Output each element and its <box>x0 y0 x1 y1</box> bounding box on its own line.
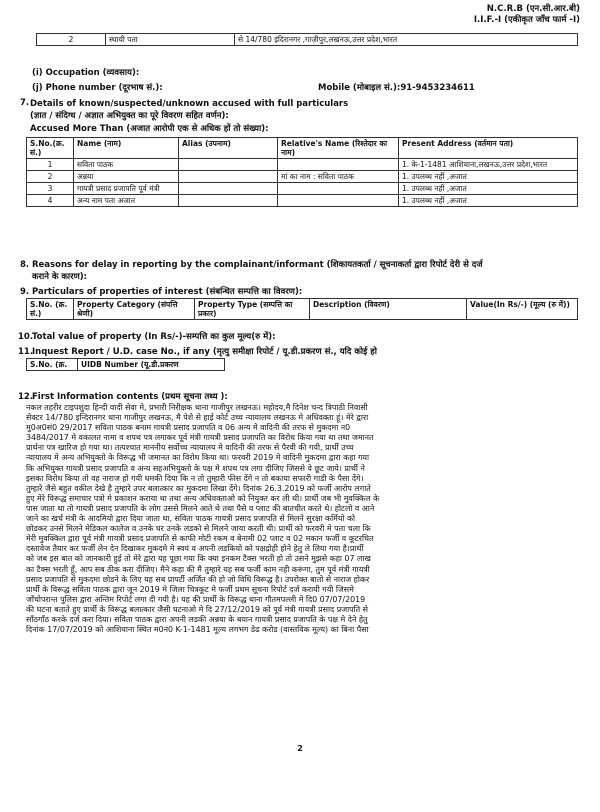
fir-line: छोडकर उनसे मिलने मेडिकल कालेज व उनके घर उनके लडको से मिलने जाया करती थी। प्रार्थी को फरवरी मे पता चला कि <box>26 524 371 534</box>
section-10-num: 10. <box>18 332 34 342</box>
fir-line: मु0अ0सं0 29/2017 सविता पाठक बनाम गायत्री प्रसाद प्रजापति व 06 अन्य मे वादिनी की तरफ से मुकदमा न0 <box>26 423 351 433</box>
section-11-num: 11. <box>18 347 34 357</box>
accused-table <box>26 137 578 207</box>
section-8-line2: कराने के कारण): <box>32 272 88 282</box>
section-9-num: 9. <box>20 287 30 297</box>
fir-contents <box>26 403 582 635</box>
section-10-text: Total value of property (In Rs/-)-सम्पत्ति का कुल मूल्य(रु में): <box>32 332 276 342</box>
page-number: 2 <box>297 744 303 753</box>
table-header-row <box>27 299 578 320</box>
fir-line: जाने का खर्च मंत्री के आदमियो द्वारा दिया जाता था, सविता पाठक गायत्री प्रसाद प्रजापति से मिलने सुरक्षा कर्मियो को <box>26 514 356 524</box>
table-row <box>27 183 578 195</box>
col-uidb: UIDB Number (यू.डी.प्रकरण <box>78 359 225 371</box>
address-num: 2 <box>37 34 106 46</box>
row-relative <box>278 195 399 207</box>
fir-line: हुए मेरे विरूद्ध समाचार पत्रो मे प्रकाशन कराया था तथा अन्य अधिवक्ताओ को नियुक्त कर ली थी। प्रार्थी जब भी मुवक्किल के <box>26 493 380 503</box>
inquest-table <box>26 358 225 371</box>
row-sno: 4 <box>27 195 74 207</box>
section-7-num: 7. <box>20 98 30 108</box>
row-alias <box>179 159 278 171</box>
col-category: Property Category (संपत्ति श्रेणी) <box>74 299 195 320</box>
address-value: से 14/780 इंदिरानगर ,गाज़ीपुर,लखनऊ,उत्तर प्रदेश,भारत <box>235 34 578 46</box>
fir-line: नकल तहरीर टाइपशुदा हिन्दी वादी सेवा मे, प्रभारी निरीक्षक थाना गाजीपुर लखनऊ। महोदय,मै दिनेश चन्द त्रिपाठी निवासी <box>26 403 368 412</box>
section-8-num: 8. <box>20 260 30 270</box>
address-table <box>36 33 578 46</box>
table-row <box>27 159 578 171</box>
fir-line: कि अभियुक्त गायत्री प्रसाद प्रजापति व अन्य सहअभियुक्तो के पक्ष मे शपथ पत्र लगा दीजिए जिससे वे छूट जाये। प्रार्थी ने <box>26 463 365 473</box>
fir-line: दिनांक 17/07/2019 को आशियाना स्थित म0नं0 K-1-1481 मूल्य लगभग डेढ करोड (वास्तविक मूल्य) का बिना पैसा <box>26 625 369 635</box>
table-row <box>27 195 578 207</box>
mobile-number: Mobile (मोबाइल सं.):91-9453234611 <box>318 83 475 93</box>
occupation-label: (i) Occupation (व्यवसाय): <box>32 68 140 78</box>
row-address: 1. उपलब्ध नहीं ,अजात <box>399 183 578 195</box>
row-alias <box>179 195 278 207</box>
row-address: 1. उपलब्ध नहीं ,अजात <box>399 171 578 183</box>
row-name: अन्य नाम पता अजात <box>74 195 179 207</box>
fir-line: मेरी मुवक्किल द्वारा पूर्व मंत्री गायत्री प्रसाद प्रजापति से काफी मोटी रकम व बेनामी 02 प्लाट व 02 मकान फर्जी व कूटरचित <box>26 534 374 544</box>
col-description: Description (विवरण) <box>310 299 467 320</box>
accused-more-than: Accused More Than (अजात आरोपी एक से अधिक हों तो संख्या): <box>30 124 269 134</box>
address-type: स्थायी पता <box>106 34 235 46</box>
col-value: Value(In Rs/-) (मूल्य (रु में)) <box>467 299 578 320</box>
fir-line: की घटना बताते हुए प्रार्थी के विरूद्ध बलात्कार जैसी घटनाओ मे दि 27/12/2019 को पूर्व मंत्री गायत्री प्रसाद प्रजापति से <box>26 604 368 614</box>
fir-line: न्यायालय मे अन्य अभियुक्तो के विरूद्ध भी जमानत का विरोध किया था। फरवरी 2019 मे वादिनी मुकदमा द्वारा कहा गया <box>26 453 370 463</box>
row-name: अन्नया <box>74 171 179 183</box>
fir-line: पास जाता था तो गायत्री प्रसाद प्रजापति के लोग उससे मिलने आते थे तथा पैसे व प्लाट की बातचीत करते थे। होटलो व आने <box>26 503 375 513</box>
phone-label: (j) Phone number (दूरभाष सं.): <box>32 83 163 93</box>
table-header-row <box>27 359 225 371</box>
section-9-title: Particulars of properties of interest (संबन्धित सम्पत्ति का विवरण): <box>32 287 303 297</box>
fir-line: तुम्हारे जैसे बहुत वकील देखे है तुम्हारे उपर बलात्कार का मुकदमा लिखा देंगे। दिनांक 26.3.2019 को फर्जी आरोप लगाते <box>26 483 371 493</box>
header-ncrb: N.C.R.B (एन.सी.आर.बी) <box>486 4 580 14</box>
fir-line: का टैक्स भरती हूँ, आप सब ठीक करा दीजिए। मैने कहा की मै तुम्हारे यह सब फर्जी काम नही करूंगा, तुम पूर्व मंत्री गायत्री <box>26 564 370 574</box>
col-address: Present Address (वर्तमान पता) <box>399 138 578 159</box>
row-name: गायत्री प्रसाद प्रजापति पूर्व मंत्री <box>74 183 179 195</box>
property-table <box>26 298 578 320</box>
row-sno: 1 <box>27 159 74 171</box>
fir-line: प्रार्थना पत्र खारिज हो गया था। तत्पश्चात माननीय सर्वोच्च न्यायालय मे वादिनी की तरफ से पैरवी की गयी, प्रार्थी उच्च <box>26 443 354 453</box>
col-alias: Alias (उपनाम) <box>179 138 278 159</box>
row-alias <box>179 183 278 195</box>
row-alias <box>179 171 278 183</box>
section-8-line1: Reasons for delay in reporting by the complainant/informant (शिकायतकर्ता / सूचनाकर्ता द्वारा रिपोर्ट देरी से दर्ज <box>32 260 483 270</box>
section-12-num: 12. <box>18 392 34 402</box>
fir-line: प्रार्थी के विरूद्ध सविता पाठक द्वारा जून 2019 मे जिला चित्रकूट मे फर्जी प्रथम सूचना रिपोर्ट दर्ज करायी गयी जिसमे <box>26 584 354 594</box>
col-sno: S.No. (क्र. <box>27 359 78 371</box>
row-relative: मां का नाम : सविता पाठक <box>278 171 399 183</box>
col-type: Property Type (सम्पत्ति का प्रकार) <box>195 299 310 320</box>
fir-line: साँठगाँठ करके दर्ज करा दिया। सविता पाठक द्वारा अपनी लडकी अन्नया के बयान गायत्री प्रसाद प्रजापति के पक्ष मे देने हेतु <box>26 614 368 624</box>
section-7-subtitle: (ज्ञात / संदिग्ध / अज्ञात अभियुक्त का पूरे विवरण सहित वर्णन): <box>30 111 229 121</box>
section-11-text: Inquest Report / U.D. case No., if any (मृत्यु समीक्षा रिपोर्ट / यू.डी.प्रकरण सं., यदि कोई हो <box>32 347 377 357</box>
row-address: 1. उपलब्ध नहीं ,अजात <box>399 195 578 207</box>
fir-line: प्रसाद प्रजापति से मुकदमा छोडने के लिए यह सब प्रापर्टी अर्जित की हो जो विधि विरूद्ध है। उपरोक्त बातो से नाराज होकर <box>26 574 370 584</box>
fir-line: इसका विरोध किया तो वह नाराज हो गयी धमकी दिया कि न तो तुम्हारी फीस देंगे न तो बकाया सफारी गाडी के पैसा देंगे। <box>26 473 364 483</box>
fir-line: सेक्टर 14/780 इन्दिरानगर थाना गाजीपुर लखनऊ, मै पेशे से हाई कोर्ट उच्च न्यायालय लखनऊ मे अधिवक्ता हूं। मेरे द्वारा <box>26 413 369 423</box>
row-relative <box>278 159 399 171</box>
row-name: सविता पाठक <box>74 159 179 171</box>
fir-line: को जब इस बात को जानकारी हुई तो मेरे द्वारा यह पूछा गया कि क्या इनकम टैक्स भरती हो तो उसने मुझसे कहा 07 लाख <box>26 554 371 564</box>
col-sno: S.No. (क्र. सं.) <box>27 299 74 320</box>
section-12-title: First Information contents (प्रथम सूचना तथ्य ): <box>32 392 228 402</box>
col-name: Name (नाम) <box>74 138 179 159</box>
col-relative: Relative's Name (रिश्तेदार का नाम) <box>278 138 399 159</box>
row-sno: 2 <box>27 171 74 183</box>
form-header <box>474 4 580 26</box>
table-header-row <box>27 138 578 159</box>
row-sno: 3 <box>27 183 74 195</box>
table-row <box>37 34 578 46</box>
header-iif: I.I.F.-I (एकीकृत जाँच फार्म -I) <box>473 15 580 25</box>
fir-line: 3484/2017 मे वकालत नामा व शपथ पत्र लगाकर पूर्व मंत्री गायत्री प्रसाद प्रजापति का विरोध किया गया था तथा जमानत <box>26 433 374 443</box>
col-sno: S.No.(क्र. सं.) <box>27 138 74 159</box>
fir-line: जाँचोपरान्त पुलिस द्वारा अन्तिम रिपोर्ट लगा दी गयी है। यह की प्रार्थी के विरूद्ध थाना गौतमपल्ली मे दि0 07/07/2019 <box>26 594 366 604</box>
row-address: 1. के-1-1481 आशियाना,लखनऊ,उत्तर प्रदेश,भारत <box>399 159 578 171</box>
section-7-title: Details of known/suspected/unknown accused with full particulars <box>30 99 349 109</box>
row-relative <box>278 183 399 195</box>
fir-line: दस्तावेज तैयार कर फर्जी लेन देन दिखाकर मुकदमे मे स्वयं व अपनी लडकियो को पक्षद्रोही होने हेतु ले लिया गया है।प्रार्थी <box>26 544 364 554</box>
table-row <box>27 171 578 183</box>
